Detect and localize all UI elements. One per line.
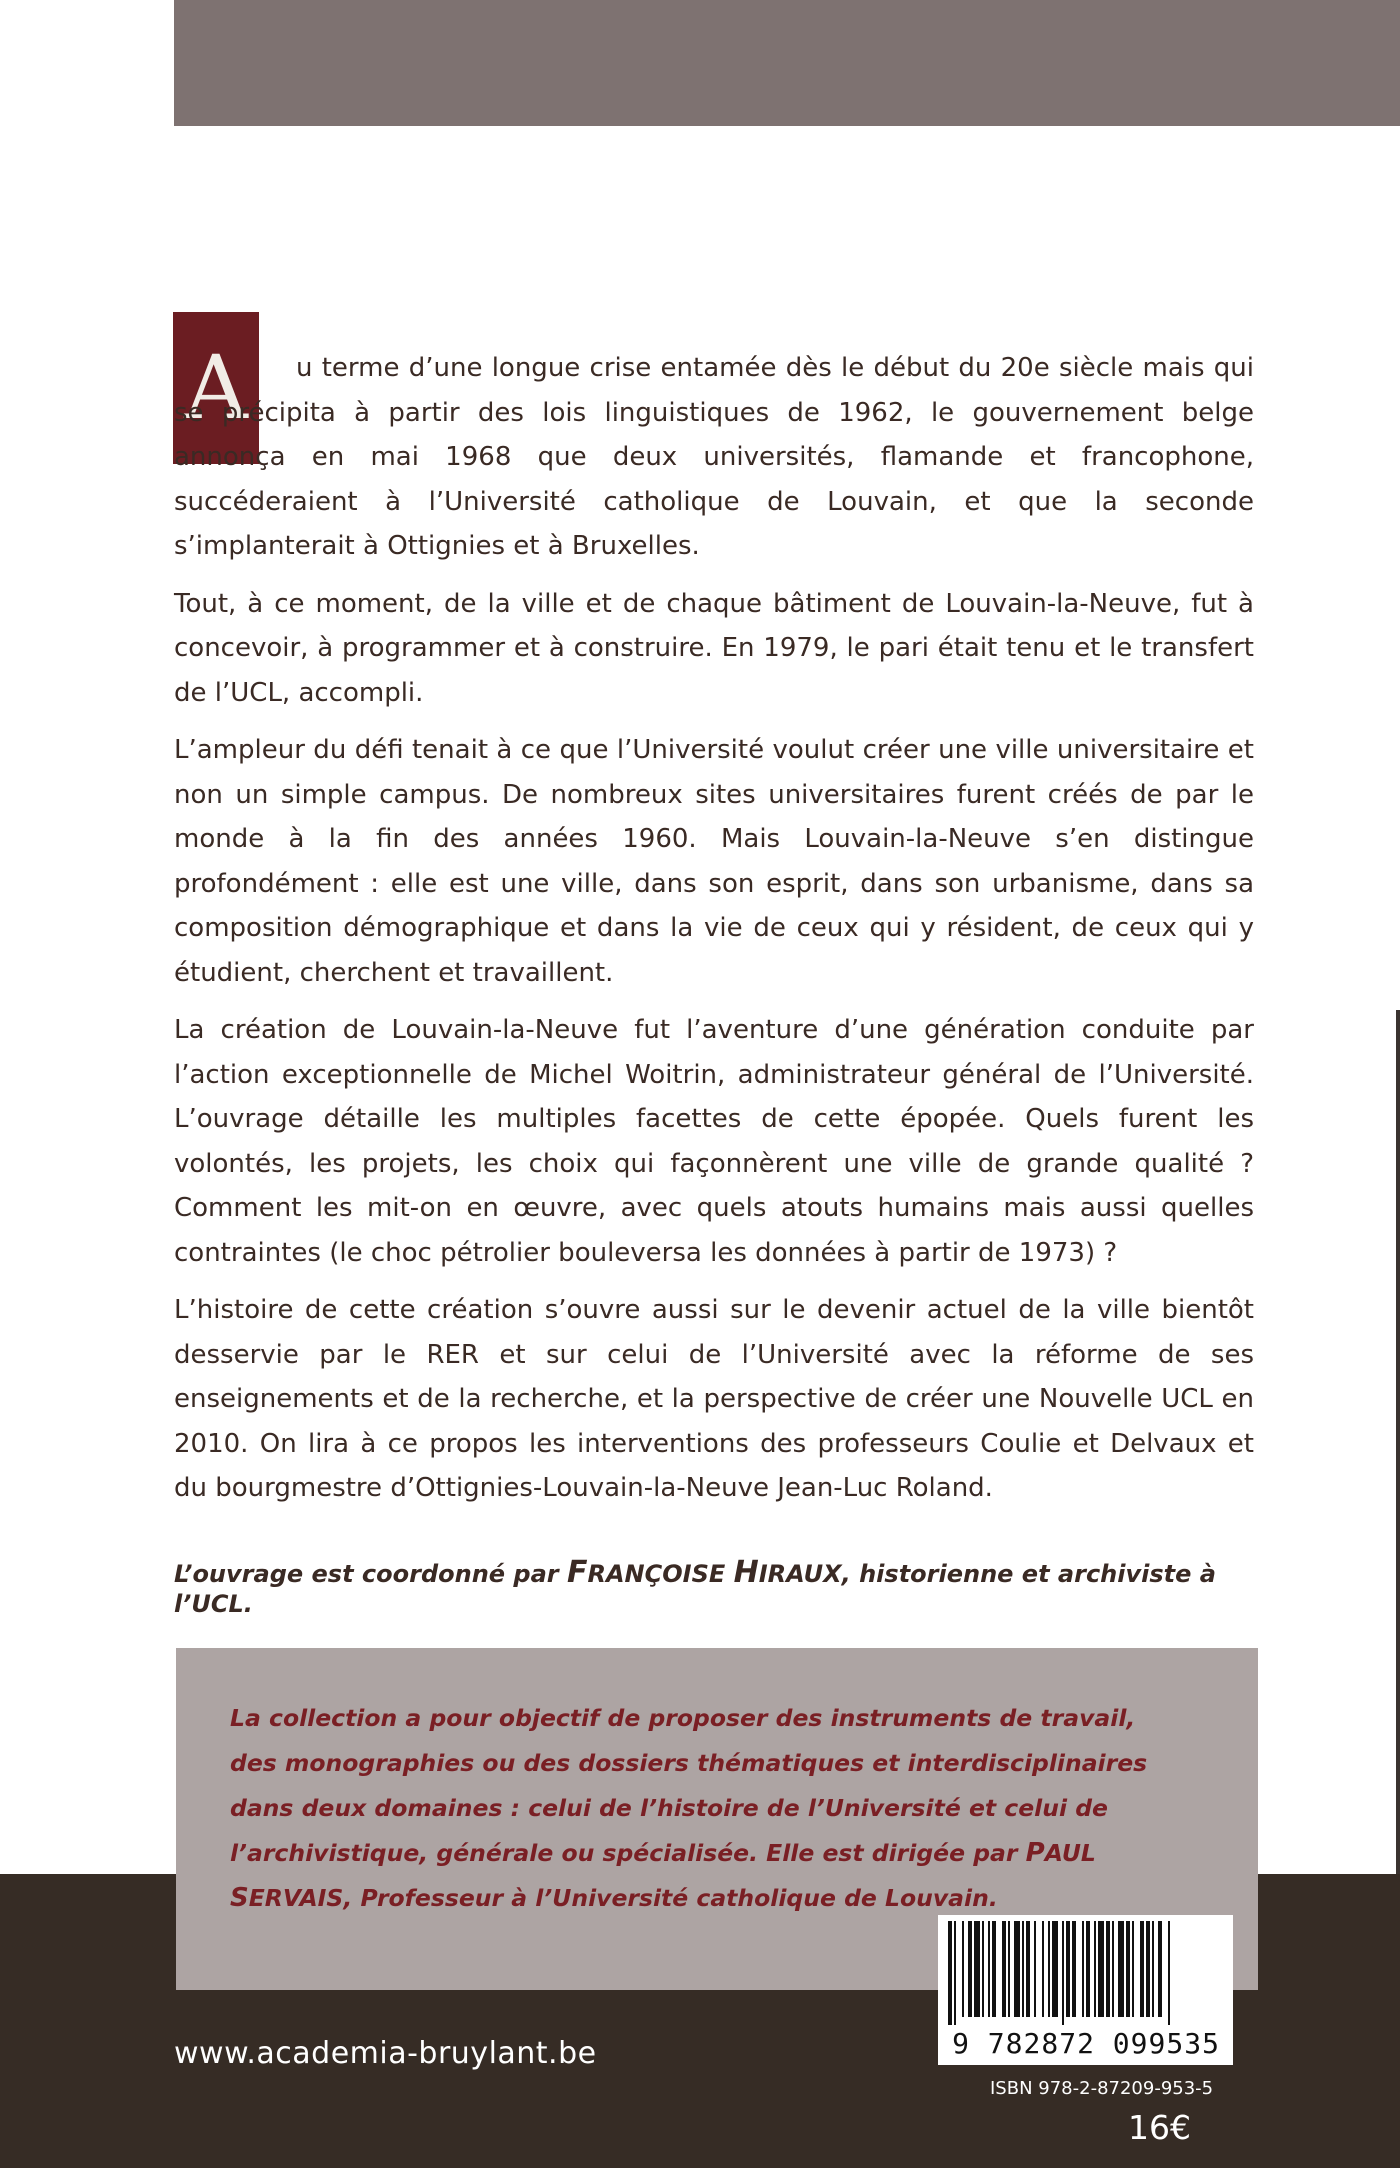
barcode-bar	[1094, 1921, 1096, 2017]
barcode-bar	[1022, 1921, 1024, 2017]
barcode-bar	[1112, 1921, 1114, 2017]
barcode-bar	[988, 1921, 990, 2017]
barcode-bar	[1146, 1921, 1150, 2017]
collection-text-before: La collection a pour objectif de proposer des instruments de travail, des monographies ou des dossiers thématiques et interdisciplinaires dans deux domaines : celui de l’histoire de l’Université et celui de l’archivistique, générale ou spécialisée. Elle est dirigée par	[230, 1704, 1148, 1867]
collection-text-after: , Professeur à l’Université catholique de Louvain.	[343, 1884, 998, 1912]
price: 16€	[1128, 2108, 1191, 2147]
barcode-bar	[1042, 1921, 1044, 2017]
barcode-bar	[1014, 1921, 1020, 2017]
right-edge-rule	[1396, 1010, 1400, 1880]
barcode-bar	[1158, 1921, 1162, 2017]
barcode-bar	[948, 1921, 952, 2025]
barcode-bar	[1008, 1921, 1010, 2017]
director-first-rest: AUL	[1044, 1839, 1096, 1867]
barcode-bar	[974, 1921, 980, 2017]
barcode-bar	[1026, 1921, 1030, 2017]
barcode-bar	[982, 1921, 984, 2017]
drop-cap: A	[173, 312, 259, 464]
coordinator-first-rest: RANÇOISE	[587, 1560, 726, 1588]
top-color-band	[174, 0, 1400, 126]
barcode	[938, 1915, 1233, 2065]
barcode-bar	[962, 1921, 964, 2017]
barcode-bar	[1002, 1921, 1006, 2017]
paragraph-construction: Tout, à ce moment, de la ville et de chaque bâtiment de Louvain-la-Neuve, fut à concevoir, à programmer et à construire. En 1979, le pari était tenu et le transfert de l’UCL, accompli.	[174, 588, 1254, 708]
coordinator-prefix: L’ouvrage est coordonné par	[174, 1560, 567, 1588]
barcode-bar	[1168, 1921, 1170, 2025]
coordinator-suffix: , historienne et archiviste à l’UCL.	[174, 1560, 1216, 1618]
barcode-bar	[1152, 1921, 1154, 2017]
barcode-bar	[1126, 1921, 1130, 2017]
barcode-bar	[1034, 1921, 1036, 2017]
barcode-bar	[1048, 1921, 1050, 2017]
barcode-bar	[1052, 1921, 1058, 2017]
paragraph-intro: u terme d’une longue crise entamée dès le début du 20e siècle mais qui se précipita à partir des lois linguistiques de 1962, le gouvernement belge annonça en mai 1968 que deux universités, flamande et francophone, succéderaient à l’Université catholique de Louvain, et que la seconde s’implanterait à Ottignies et à Bruxelles.	[174, 353, 1254, 561]
isbn: ISBN 978-2-87209-953-5	[990, 2078, 1214, 2099]
barcode-bar	[968, 1921, 972, 2017]
barcode-bar	[1062, 1921, 1064, 2025]
director-last-initial: S	[230, 1883, 249, 1913]
barcode-bar	[1098, 1921, 1104, 2017]
barcode-bar	[1082, 1921, 1084, 2017]
barcode-bar	[954, 1921, 956, 2025]
barcode-bars	[946, 1921, 1226, 2025]
barcode-bar	[1086, 1921, 1090, 2017]
coordinator-line	[174, 1555, 1274, 1618]
director-last-rest: ERVAIS	[248, 1884, 344, 1912]
barcode-digits: 9 782872 099535	[952, 2027, 1220, 2060]
paragraph-challenge: L’ampleur du défi tenait à ce que l’Université voulut créer une ville universitaire et non un simple campus. De nombreux sites universitaires furent créés de par le monde à la fin des années 1960. Mais Louvain-la-Neuve s’en distingue profondément : elle est une ville, dans son esprit, dans son urbanisme, dans sa composition démographique et dans la vie de ceux qui y résident, de ceux qui y étudient, cherchent et travaillent.	[174, 735, 1254, 988]
paragraph-creation: La création de Louvain-la-Neuve fut l’aventure d’une génération conduite par l’action exceptionnelle de Michel Woitrin, administrateur général de l’Université. L’ouvrage détaille les multiples facettes de cette épopée. Quels furent les volontés, les projets, les choix qui façonnèrent une ville de grande qualité ? Comment les mit-on en œuvre, avec quels atouts humains mais aussi quelles contraintes (le choc pétrolier bouleversa les données à partir de 1973) ?	[174, 1015, 1254, 1268]
coordinator-last-initial: H	[733, 1555, 759, 1590]
paragraph-future: L’histoire de cette création s’ouvre aussi sur le devenir actuel de la ville bientôt desservie par le RER et sur celui de l’Université avec la réforme de ses enseignements et de la recherche, et la perspective de créer une Nouvelle UCL en 2010. On lira à ce propos les interventions des professeurs Coulie et Delvaux et du bourgmestre d’Ottignies-Louvain-la-Neuve Jean-Luc Roland.	[174, 1295, 1254, 1503]
coordinator-last-rest: IRAUX	[758, 1560, 842, 1588]
barcode-bar	[1072, 1921, 1076, 2017]
barcode-bar	[1132, 1921, 1134, 2017]
website-url[interactable]: www.academia-bruylant.be	[174, 2036, 597, 2071]
barcode-bar	[1106, 1921, 1110, 2017]
barcode-bar	[992, 1921, 996, 2017]
coordinator-first-initial: F	[566, 1555, 588, 1590]
director-first-initial: P	[1025, 1838, 1045, 1868]
barcode-bar	[1066, 1921, 1070, 2017]
back-cover-text	[174, 346, 1254, 1524]
barcode-bar	[1140, 1921, 1144, 2017]
barcode-bar	[1118, 1921, 1124, 2017]
collection-description	[230, 1696, 1190, 1921]
